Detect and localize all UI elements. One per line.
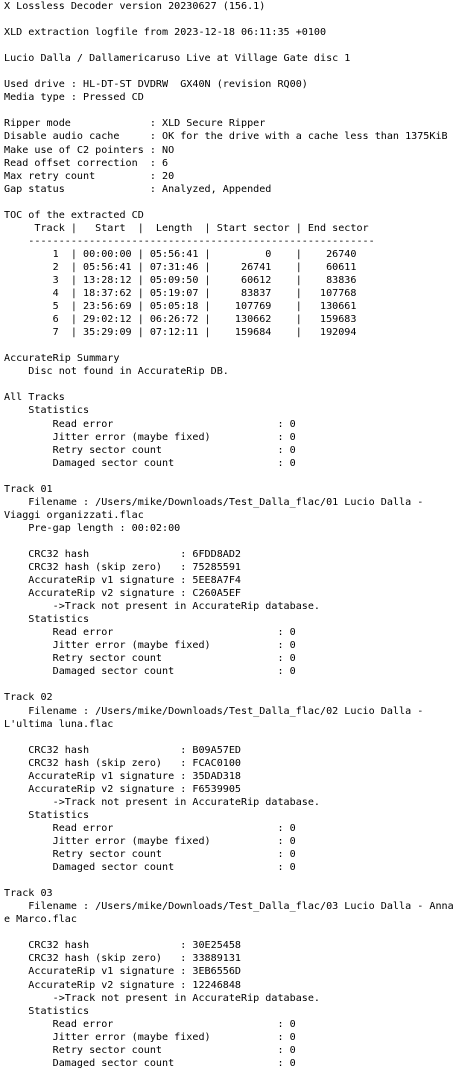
log-line xyxy=(4,339,463,352)
log-line: Viaggi organizzati.flac xyxy=(4,509,144,521)
log-line: CRC32 hash (skip zero) : 75285591 xyxy=(4,562,242,574)
log-line: Statistics xyxy=(4,1005,90,1017)
log-line: All Tracks xyxy=(4,392,65,404)
log-line: Damaged sector count : 0 xyxy=(4,1057,296,1069)
log-line: Disable audio cache : OK for the drive with a cache less than 1375KiB xyxy=(4,131,448,143)
log-line: 6 | 29:02:12 | 06:26:72 | 130662 | 159683 xyxy=(4,314,357,326)
log-line: ->Track not present in AccurateRip database. xyxy=(4,992,321,1004)
log-line xyxy=(4,535,463,548)
log-line: Filename : /Users/mike/Downloads/Test_Dalla_flac/01 Lucio Dalla - xyxy=(4,496,424,508)
log-line: CRC32 hash (skip zero) : 33889131 xyxy=(4,953,242,965)
log-line: 5 | 23:56:69 | 05:05:18 | 107769 | 130661 xyxy=(4,301,357,313)
log-line: Read offset correction : 6 xyxy=(4,157,169,169)
log-line: AccurateRip v2 signature : C260A5EF xyxy=(4,588,242,600)
log-line: Jitter error (maybe fixed) : 0 xyxy=(4,836,296,847)
log-line: --------------------------------------------------------- xyxy=(4,235,375,247)
log-line xyxy=(4,731,463,744)
log-line: Used drive : HL-DT-ST DVDRW GX40N (revision RQ00) xyxy=(4,79,308,91)
log-line: AccurateRip v1 signature : 3EB6556D xyxy=(4,966,242,978)
log-line: Track 03 xyxy=(4,888,53,900)
log-line: 7 | 35:29:09 | 07:12:11 | 159684 | 192094 xyxy=(4,327,357,339)
log-line: Read error : 0 xyxy=(4,418,296,430)
log-line: Gap status : Analyzed, Appended xyxy=(4,183,272,195)
log-line: Damaged sector count : 0 xyxy=(4,862,296,874)
log-line: Retry sector count : 0 xyxy=(4,1044,296,1056)
log-line: Read error : 0 xyxy=(4,627,296,639)
log-line: Track 02 xyxy=(4,692,53,704)
log-line: CRC32 hash (skip zero) : FCAC0100 xyxy=(4,757,242,769)
log-line: L'ultima luna.flac xyxy=(4,718,114,730)
log-line: Read error : 0 xyxy=(4,1018,296,1030)
log-line: Statistics xyxy=(4,809,90,821)
log-line xyxy=(4,378,463,391)
log-line: Statistics xyxy=(4,405,90,417)
log-line: Make use of C2 pointers : NO xyxy=(4,144,175,156)
log-line: Jitter error (maybe fixed) : 0 xyxy=(4,640,296,652)
log-line xyxy=(4,13,463,26)
log-line: Read error : 0 xyxy=(4,822,296,834)
log-line xyxy=(4,104,463,117)
log-line: 4 | 18:37:62 | 05:19:07 | 83837 | 107768 xyxy=(4,288,357,300)
log-line xyxy=(4,678,463,691)
log-line: Filename : /Users/mike/Downloads/Test_Dalla_flac/02 Lucio Dalla - xyxy=(4,705,424,717)
log-line: Jitter error (maybe fixed) : 0 xyxy=(4,1031,296,1043)
log-line: AccurateRip v1 signature : 35DAD318 xyxy=(4,770,242,782)
log-line: 3 | 13:28:12 | 05:09:50 | 60612 | 83836 xyxy=(4,274,357,286)
log-line xyxy=(4,65,463,78)
log-line xyxy=(4,196,463,209)
log-line: ->Track not present in AccurateRip database. xyxy=(4,601,321,613)
log-line: Retry sector count : 0 xyxy=(4,444,296,456)
log-line: Retry sector count : 0 xyxy=(4,849,296,861)
log-line: CRC32 hash : B09A57ED xyxy=(4,744,242,756)
log-line: Pre-gap length : 00:02:00 xyxy=(4,522,181,534)
log-line xyxy=(4,926,463,939)
log-line: Jitter error (maybe fixed) : 0 xyxy=(4,431,296,443)
log-line xyxy=(4,470,463,483)
log-line: AccurateRip v1 signature : 5EE8A7F4 xyxy=(4,575,242,587)
log-line: AccurateRip v2 signature : F6539905 xyxy=(4,783,242,795)
log-line: e Marco.flac xyxy=(4,914,77,926)
log-line: XLD extraction logfile from 2023-12-18 06:11:35 +0100 xyxy=(4,27,327,39)
log-line: CRC32 hash : 6FDD8AD2 xyxy=(4,548,242,560)
log-line: Disc not found in AccurateRip DB. xyxy=(4,366,229,378)
log-line: Lucio Dalla / Dallamericaruso Live at Village Gate disc 1 xyxy=(4,53,351,65)
log-line: AccurateRip v2 signature : 12246848 xyxy=(4,979,242,991)
log-line: Damaged sector count : 0 xyxy=(4,457,296,469)
log-line: Filename : /Users/mike/Downloads/Test_Dalla_flac/03 Lucio Dalla - Anna xyxy=(4,901,454,913)
log-line: CRC32 hash : 30E25458 xyxy=(4,940,242,952)
log-line: Retry sector count : 0 xyxy=(4,653,296,665)
log-line: Track 01 xyxy=(4,483,53,495)
log-line: Media type : Pressed CD xyxy=(4,92,144,104)
log-line: 1 | 00:00:00 | 05:56:41 | 0 | 26740 xyxy=(4,248,357,260)
log-line: Damaged sector count : 0 xyxy=(4,666,296,678)
log-line: AccurateRip Summary xyxy=(4,353,120,365)
log-line: X Lossless Decoder version 20230627 (156.1) xyxy=(4,1,266,12)
log-line xyxy=(4,874,463,887)
log-line: Max retry count : 20 xyxy=(4,170,175,182)
log-line: ->Track not present in AccurateRip database. xyxy=(4,796,321,808)
log-line: TOC of the extracted CD xyxy=(4,209,144,221)
log-line: Statistics xyxy=(4,614,90,626)
log-line xyxy=(4,39,463,52)
log-text-view[interactable] xyxy=(4,0,463,1070)
log-line: Ripper mode : XLD Secure Ripper xyxy=(4,118,266,130)
log-line: 2 | 05:56:41 | 07:31:46 | 26741 | 60611 xyxy=(4,261,357,273)
log-line: Track | Start | Length | Start sector | End sector xyxy=(4,222,369,234)
